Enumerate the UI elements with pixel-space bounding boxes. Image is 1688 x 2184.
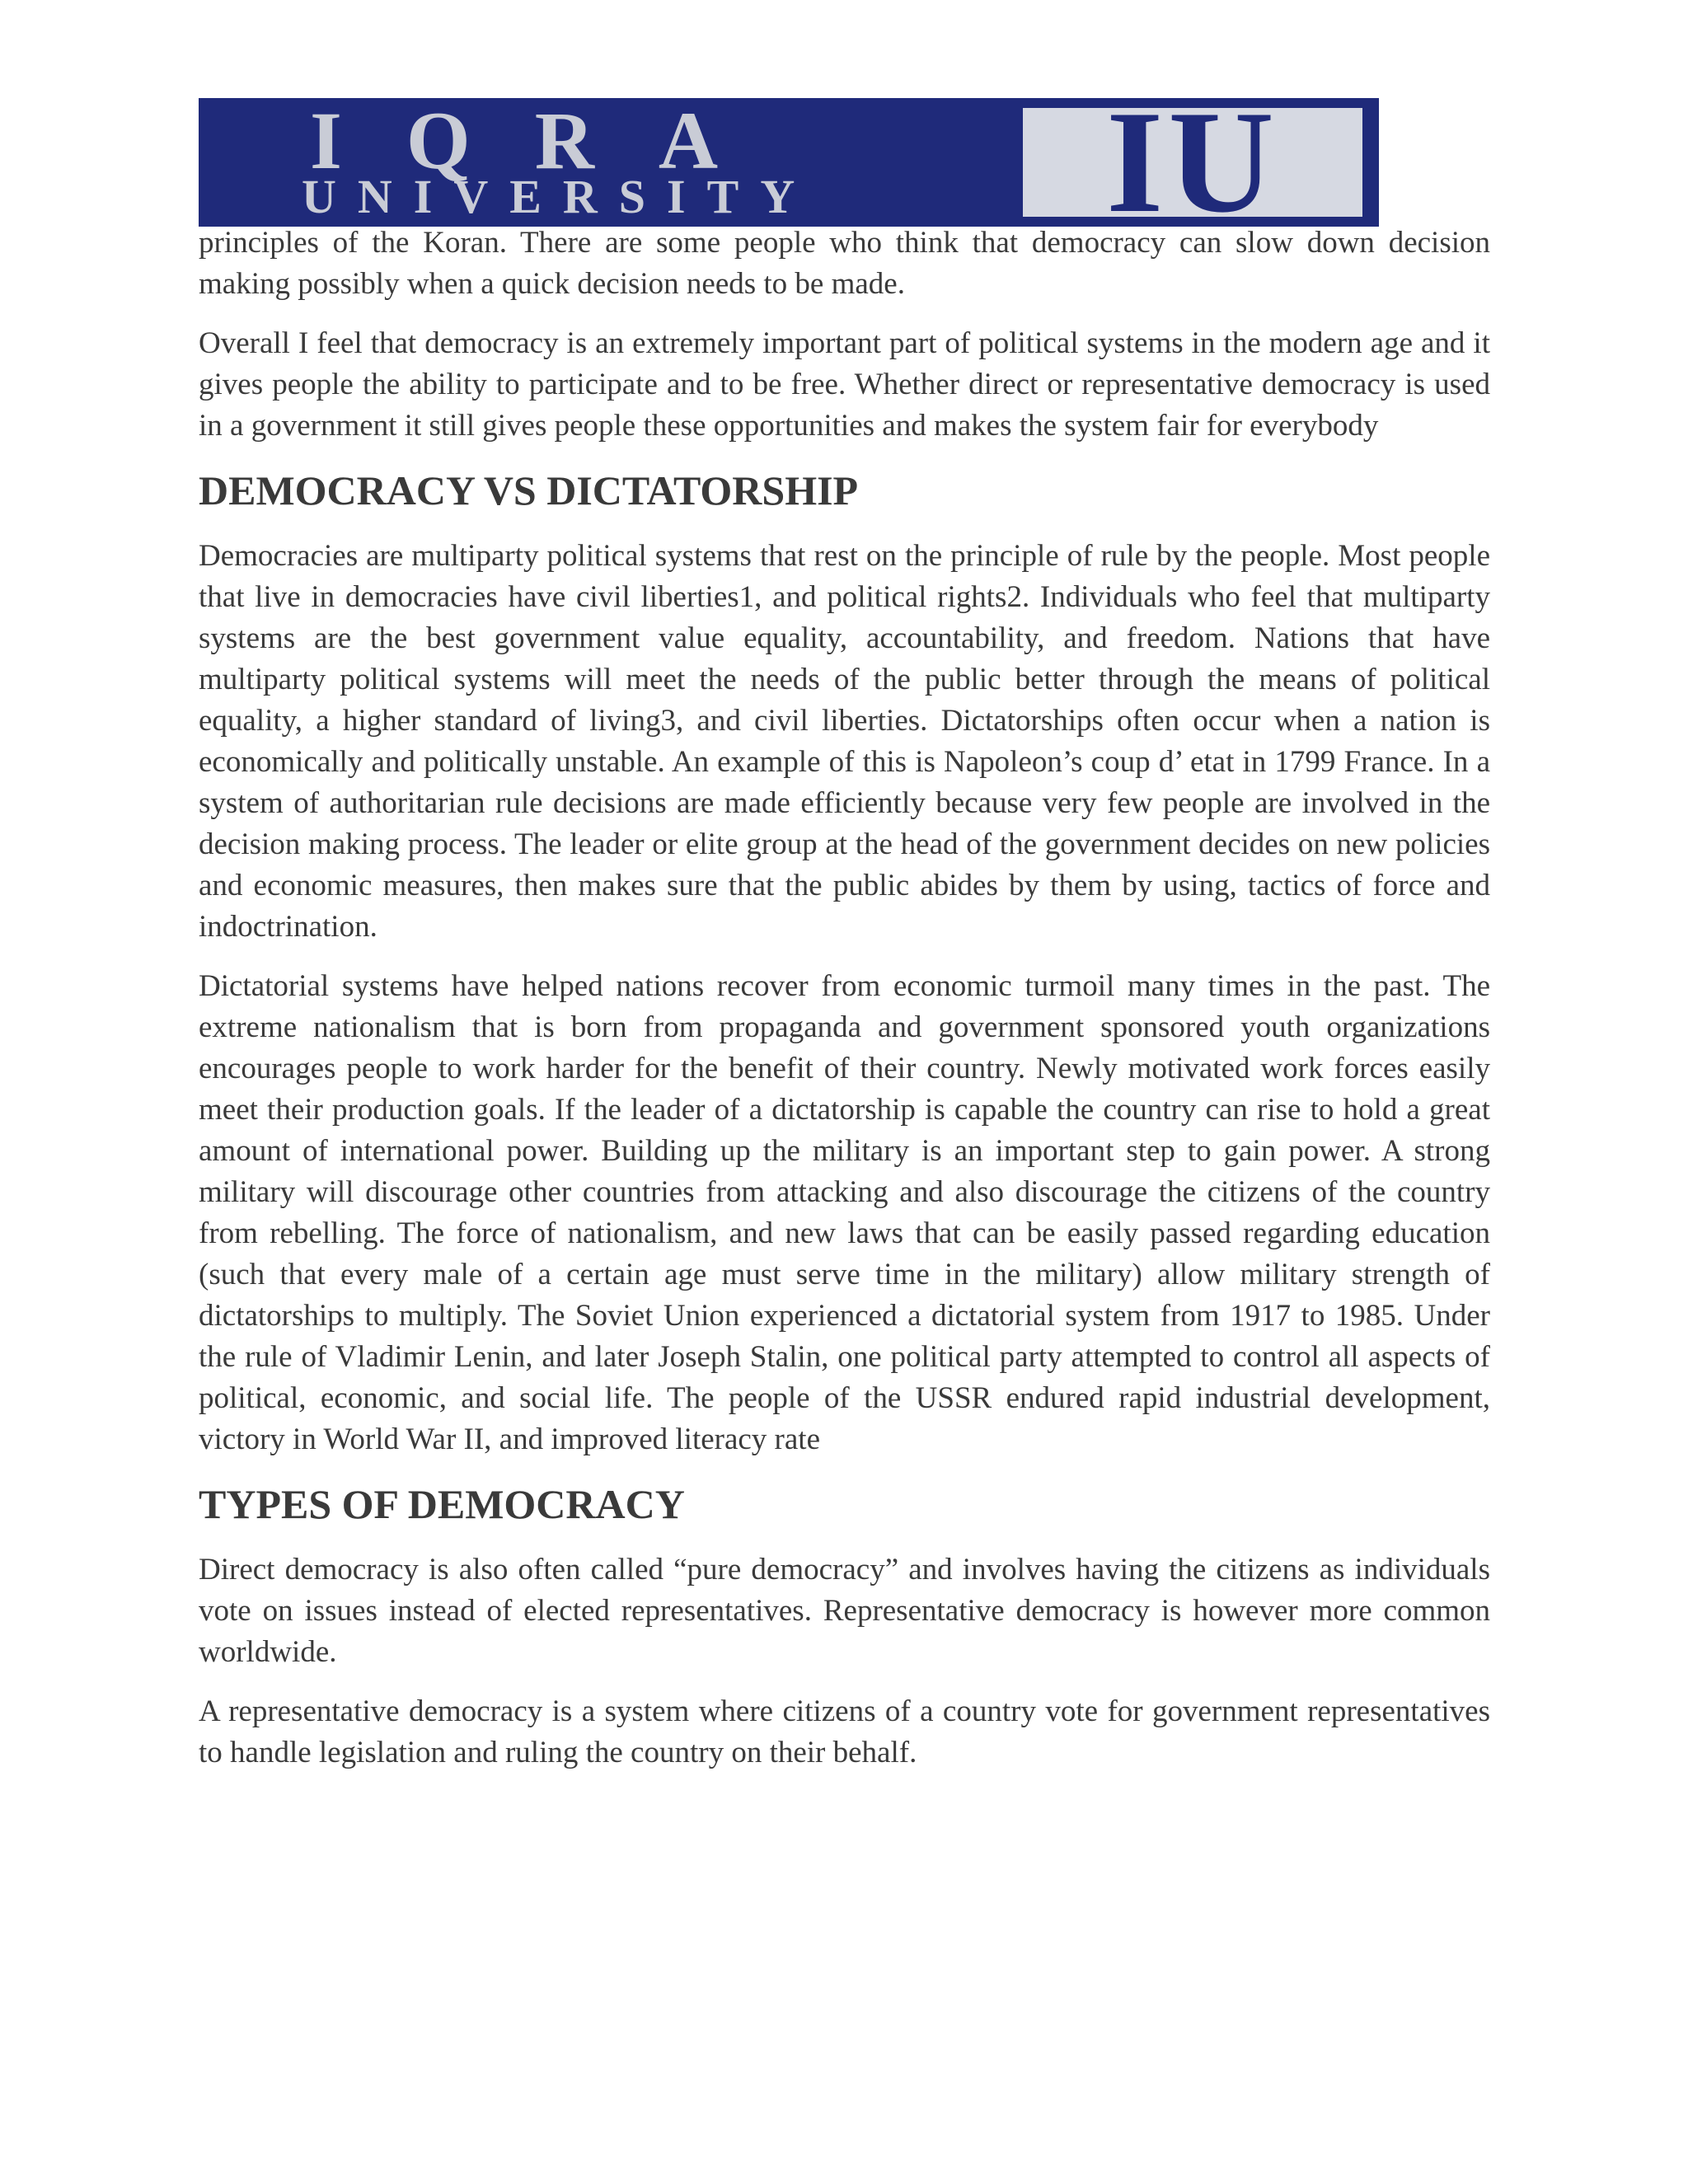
heading-democracy-vs-dictatorship: DEMOCRACY VS DICTATORSHIP	[199, 467, 859, 513]
paragraph-dictatorial-systems: Dictatorial systems have helped nations recover from economic turmoil many times in the past. The extreme nationalism that is born from propaganda and government sponsored youth organizations encourages people to work harder for the benefit of their country. Newly motivated work forces easily meet their production goals. If the leader of a dictatorship is capable the country can rise to hold a great amount of international power. Building up the military is an important step to gain power. A strong military will discourage other countries from attacking and also discourage the citizens of the country from rebelling. The force of nationalism, and new laws that can be easily passed regarding education (such that every male of a certain age must serve time in the military) allow military strength of dictatorships to multiply. The Soviet Union experienced a dictatorial system from 1917 to 1985. Under the rule of Vladimir Lenin, and later Joseph Stalin, one political party attempted to control all aspects of political, economic, and social life. The people of the USSR endured rapid industrial development, victory in World War II, and improved literacy rate	[199, 969, 1490, 1456]
paragraph-koran: principles of the Koran. There are some people who think that democracy can slow down decision making possibly when a quick decision needs to be made.	[199, 226, 1490, 301]
logo-line-university: UNIVERSITY	[302, 170, 817, 223]
paragraph-representative-democracy: A representative democracy is a system where citizens of a country vote for government representatives to handle legislation and ruling the country on their behalf.	[199, 1694, 1490, 1769]
document-body	[199, 223, 1490, 1792]
logo-iu-letters: IU	[1106, 98, 1279, 227]
logo-wordmark	[199, 98, 1031, 227]
university-logo-banner	[199, 98, 1379, 227]
logo-iu-mark	[1023, 98, 1362, 227]
logo-line-iqra: IQRA	[310, 98, 783, 186]
heading-types-of-democracy: TYPES OF DEMOCRACY	[199, 1481, 685, 1527]
paragraph-overall: Overall I feel that democracy is an extremely important part of political systems in the modern age and it gives people the ability to participate and to be free. Whether direct or representative democracy is used in a government it still gives people these opportunities and makes the system fair for everybody	[199, 326, 1490, 443]
paragraph-direct-democracy: Direct democracy is also often called “pure democracy” and involves having the citizens as individuals vote on issues instead of elected representatives. Representative democracy is however more common worldwide.	[199, 1553, 1490, 1669]
paragraph-democracies: Democracies are multiparty political systems that rest on the principle of rule by the people. Most people that live in democracies have civil liberties1, and political rights2. Individuals who feel that multiparty systems are the best government value equality, accountability, and freedom. Nations that have multiparty political systems will meet the needs of the public better through the means of political equality, a higher standard of living3, and civil liberties. Dictatorships often occur when a nation is economically and politically unstable. An example of this is Napoleon’s coup d’ etat in 1799 France. In a system of authoritarian rule decisions are made efficiently because very few people are involved in the decision making process. The leader or elite group at the head of the government decides on new policies and economic measures, then makes sure that the public abides by them by using, tactics of force and indoctrination.	[199, 539, 1490, 944]
